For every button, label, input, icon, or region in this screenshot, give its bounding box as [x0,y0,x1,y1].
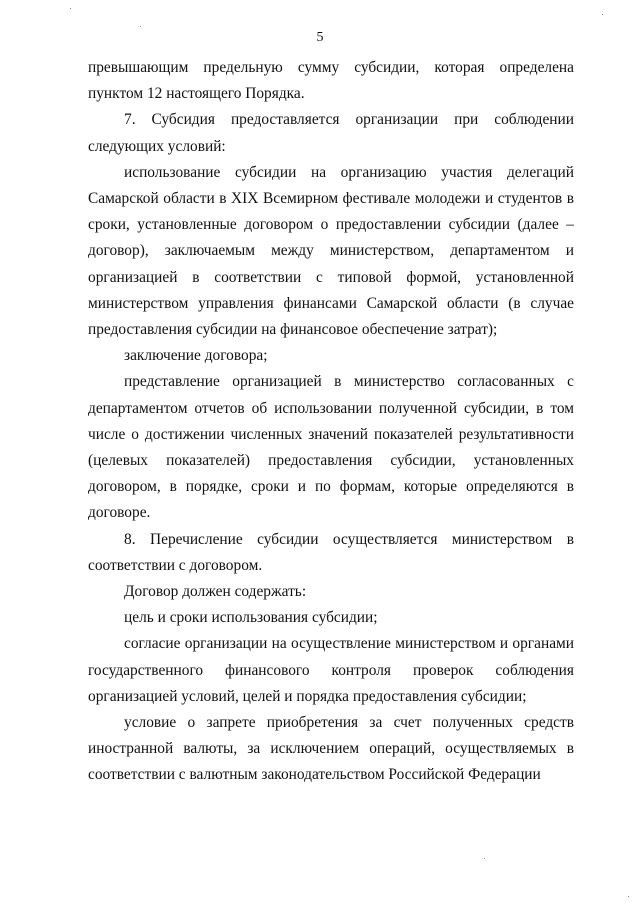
paragraph-continuation: превышающим предельную сумму субсидии, которая определена пунктом 12 настоящего Порядка. [88,59,574,103]
scan-speck [70,8,71,9]
paragraph-item-8: 8. Перечисление субсидии осуществляется министерством в соответствии с договором. [88,530,574,574]
document-body [88,55,574,789]
paragraph-consent-audit: согласие организации на осуществление министерством и органами государственного финансового контроля проверок соблюдения организацией условий, целей и порядка предоставления субсидии; [88,635,574,705]
paragraph-item-7: 7. Субсидия предоставляется организации при соблюдении следующих условий: [88,111,574,155]
scan-speck [484,858,485,859]
paragraph-condition-usage: использование субсидии на организацию участия делегаций Самарской области в XIX Всемирном фестивале молодежи и студентов в сроки, установленные договором о предоставлении субсидии (далее – договор), заключаемым между министерством, департаментом и организацией в соответствии с типовой формой, установленной министерством управления финансами Самарской области (в случае предоставления субсидии на финансовое обеспечение затрат); [88,163,574,339]
paragraph-currency-prohibition: условие о запрете приобретения за счет полученных средств иностранной валюты, за исключением операций, осуществляемых в соответствии с валютным законодательством Российской Федерации [88,714,574,784]
paragraph-condition-contract: заключение договора; [124,347,268,365]
page-number: 5 [316,30,324,45]
paragraph-goal-terms: цель и сроки использования субсидии; [124,609,378,627]
paragraph-contract-contents: Договор должен содержать: [124,583,307,601]
scan-speck [602,14,603,15]
paragraph-condition-reports: представление организацией в министерство согласованных с департаментом отчетов об использовании полученной субсидии, в том числе о достижении численных значений показателей результативности (целевых показателей) предоставления субсидии, установленных договором, в порядке, сроки и по формам, которые определяются в договоре. [88,373,574,522]
scan-speck [628,896,629,897]
scan-speck [140,26,141,27]
